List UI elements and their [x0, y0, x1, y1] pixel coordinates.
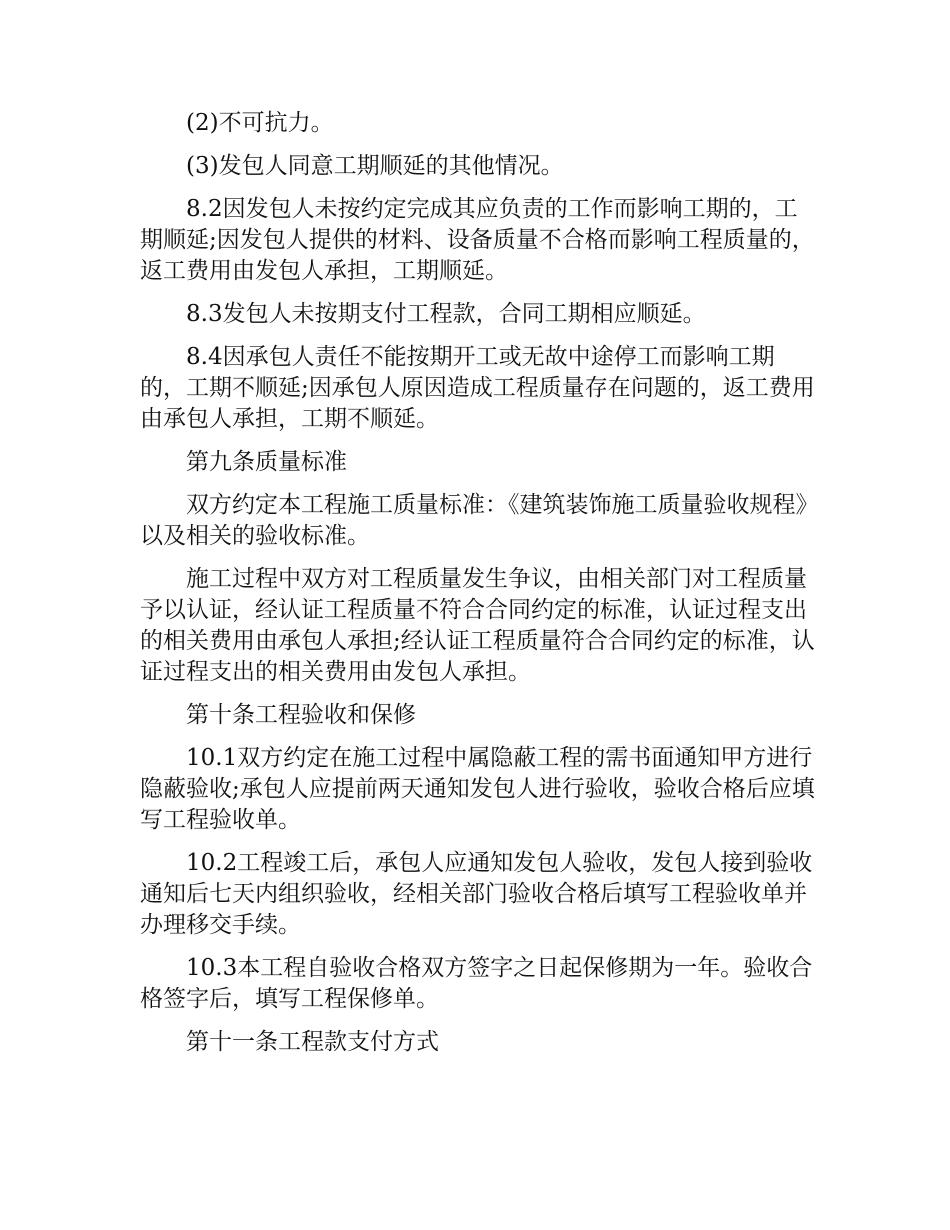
document-page	[140, 108, 820, 1070]
paragraph-8-2: 8.2因发包人未按约定完成其应负责的工作而影响工期的，工期顺延;因发包人提供的材料、设备质量不合格而影响工程质量的，返工费用由发包人承担，工期顺延。	[140, 196, 815, 284]
paragraph-force-majeure: (2)不可抗力。	[186, 110, 334, 136]
section-heading-quality-standard: 第九条质量标准	[186, 449, 347, 475]
paragraph-10-2: 10.2工程竣工后，承包人应通知发包人验收，发包人接到验收通知后七天内组织验收，经相关部门验收合格后填写工程验收单并办理移交手续。	[140, 850, 813, 938]
paragraph-10-1: 10.1双方约定在施工过程中属隐蔽工程的需书面通知甲方进行隐蔽验收;承包人应提前两天通知发包人进行验收，验收合格后应填写工程验收单。	[140, 745, 815, 833]
paragraph-quality-standard: 双方约定本工程施工质量标准：《建筑装饰施工质量验收规程》以及相关的验收标准。	[140, 492, 819, 549]
paragraph-8-4: 8.4因承包人责任不能按期开工或无故中途停工而影响工期的，工期不顺延;因承包人原因造成工程质量存在问题的，返工费用由承包人承担，工期不顺延。	[140, 344, 815, 432]
paragraph-quality-dispute: 施工过程中双方对工程质量发生争议，由相关部门对工程质量予以认证，经认证工程质量不符合合同约定的标准，认证过程支出的相关费用由承包人承担;经认证工程质量符合合同约定的标准，认证过程支出的相关费用由发包人承担。	[140, 566, 815, 685]
paragraph-8-3: 8.3发包人未按期支付工程款，合同工期相应顺延。	[186, 301, 706, 327]
section-heading-acceptance-warranty: 第十条工程验收和保修	[186, 702, 416, 728]
paragraph-other-extension: (3)发包人同意工期顺延的其他情况。	[186, 153, 564, 179]
paragraph-10-3: 10.3本工程自验收合格双方签字之日起保修期为一年。验收合格签字后，填写工程保修单。	[140, 955, 813, 1012]
section-heading-payment-method: 第十一条工程款支付方式	[186, 1029, 439, 1055]
